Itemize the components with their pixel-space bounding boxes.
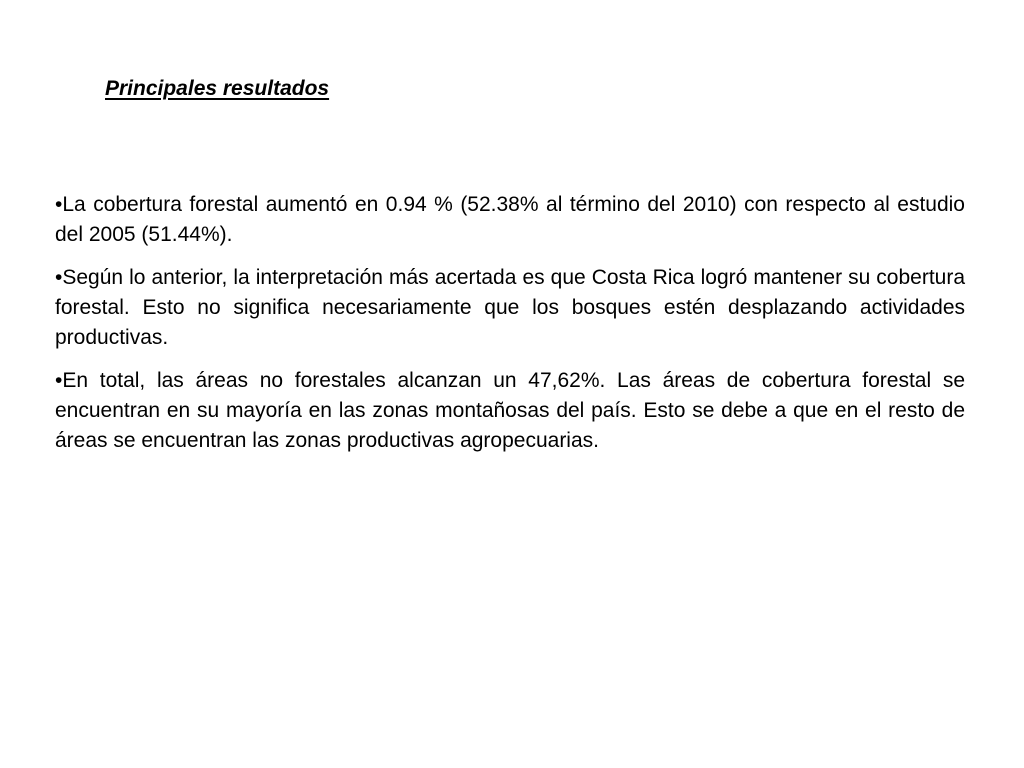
bullet-paragraph-2: •Según lo anterior, la interpretación más acertada es que Costa Rica logró mantener su cobertura forestal. Esto no significa necesariamente que los bosques estén desplazando actividades productivas. bbox=[55, 266, 965, 349]
bullet-paragraph-3: •En total, las áreas no forestales alcanzan un 47,62%. Las áreas de cobertura forestal se encuentran en su mayoría en las zonas montañosas del país. Esto se debe a que en el resto de áreas se encuentran las zonas productivas agropecuarias. bbox=[55, 369, 965, 452]
bullet-paragraph-1: •La cobertura forestal aumentó en 0.94 % (52.38% al término del 2010) con respecto al estudio del 2005 (51.44%). bbox=[55, 193, 965, 246]
slide-body bbox=[55, 190, 965, 469]
slide-title: Principales resultados bbox=[105, 77, 330, 100]
